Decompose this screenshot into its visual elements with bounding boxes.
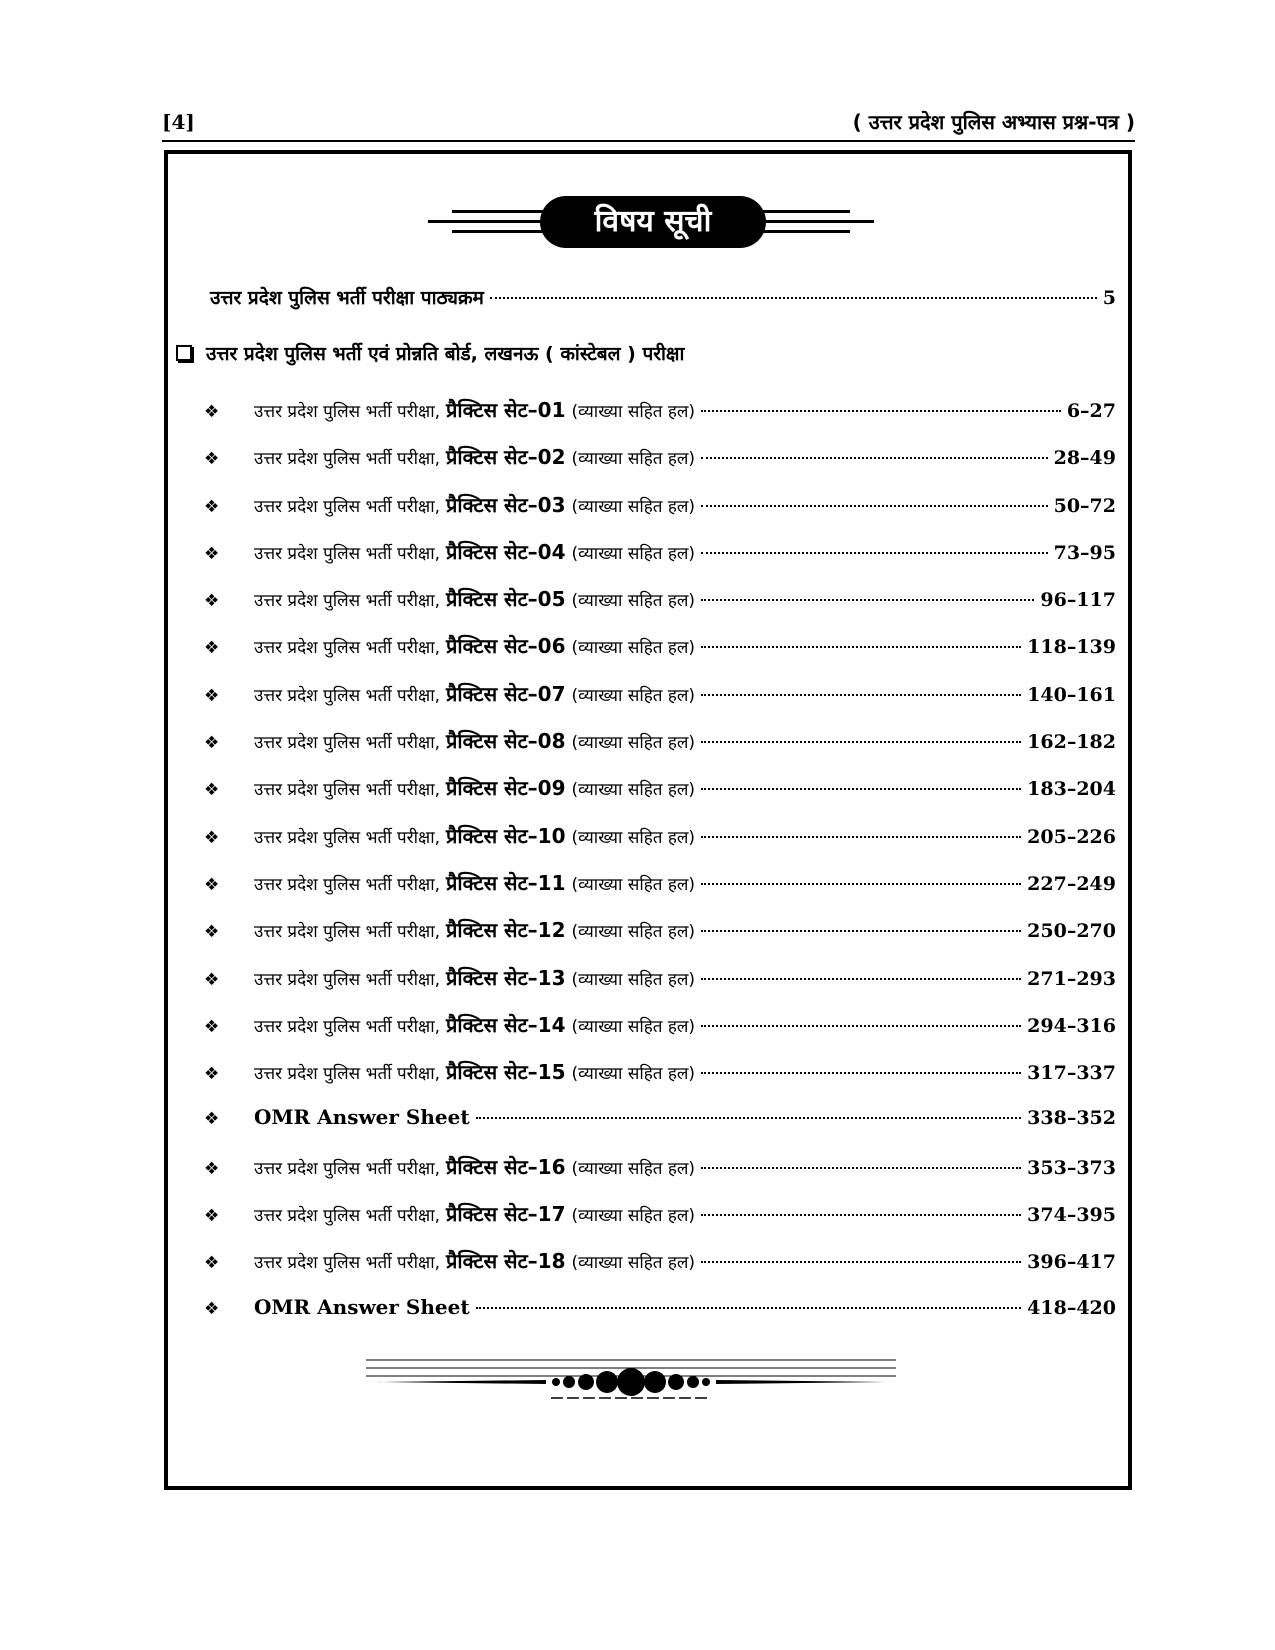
- syllabus-page: 5: [1102, 287, 1116, 309]
- entry-set-title: प्रैक्टिस सेट–06: [446, 634, 566, 659]
- entry-note: (व्याख्या सहित हल): [571, 543, 696, 564]
- entry-pages: 73–95: [1053, 541, 1116, 564]
- entry-set-title: प्रैक्टिस सेट–05: [446, 587, 566, 612]
- diamond-bullet-icon: ❖: [204, 874, 220, 895]
- toc-entry[interactable]: [204, 774, 1116, 821]
- leader-dots: [701, 457, 1048, 459]
- entry-set-title: प्रैक्टिस सेट–18: [446, 1249, 566, 1274]
- entry-note: (व्याख्या सहित हल): [571, 969, 696, 990]
- entry-set-title: प्रैक्टिस सेट–03: [446, 492, 566, 517]
- entry-note: (व्याख्या सहित हल): [571, 449, 696, 470]
- diamond-bullet-icon: ❖: [204, 827, 220, 848]
- section-label: उत्तर प्रदेश पुलिस भर्ती एवं प्रोन्नति बोर्ड, लखनऊ ( कांस्टेबल ) परीक्षा: [206, 343, 685, 365]
- entry-prefix: उत्तर प्रदेश पुलिस भर्ती परीक्षा,: [254, 780, 441, 801]
- entry-pages: 294–316: [1027, 1014, 1116, 1037]
- diamond-bullet-icon: ❖: [204, 1253, 220, 1274]
- entry-set-title: प्रैक्टिस सेट–11: [446, 870, 566, 895]
- toc-entry[interactable]: [204, 396, 1116, 443]
- entry-prefix: उत्तर प्रदेश पुलिस भर्ती परीक्षा,: [254, 827, 441, 848]
- title-lines-left: [428, 206, 548, 238]
- entry-pages: 418–420: [1027, 1296, 1116, 1319]
- entry-prefix: उत्तर प्रदेश पुलिस भर्ती परीक्षा,: [254, 685, 441, 706]
- diamond-bullet-icon: ❖: [204, 1206, 220, 1227]
- entry-set-title: प्रैक्टिस सेट–12: [446, 918, 566, 943]
- entry-note: (व्याख्या सहित हल): [571, 1253, 696, 1274]
- entry-pages: 227–249: [1027, 872, 1116, 895]
- diamond-bullet-icon: ❖: [204, 1298, 220, 1319]
- entry-note: (व्याख्या सहित हल): [571, 1064, 696, 1085]
- entry-note: (व्याख्या सहित हल): [571, 733, 696, 754]
- toc-entry[interactable]: [204, 727, 1116, 774]
- diamond-bullet-icon: ❖: [204, 1109, 220, 1130]
- entry-prefix: उत्तर प्रदेश पुलिस भर्ती परीक्षा,: [254, 1253, 441, 1274]
- entry-note: (व्याख्या सहित हल): [571, 402, 696, 422]
- leader-dots: [701, 1214, 1021, 1216]
- entry-set-title: प्रैक्टिस सेट–08: [446, 729, 566, 754]
- diamond-bullet-icon: ❖: [204, 449, 220, 470]
- leader-dots: [701, 1072, 1021, 1074]
- entry-pages: 271–293: [1027, 967, 1116, 990]
- entry-pages: 118–139: [1027, 636, 1116, 659]
- diamond-bullet-icon: ❖: [204, 733, 220, 754]
- entry-prefix: उत्तर प्रदेश पुलिस भर्ती परीक्षा,: [254, 638, 441, 659]
- entry-set-title: प्रैक्टिस सेट–16: [446, 1154, 566, 1179]
- diamond-bullet-icon: ❖: [204, 780, 220, 801]
- entry-set-title: प्रैक्टिस सेट–01: [446, 398, 566, 422]
- diamond-bullet-icon: ❖: [204, 1016, 220, 1037]
- leader-dots: [701, 978, 1021, 980]
- entry-prefix: उत्तर प्रदेश पुलिस भर्ती परीक्षा,: [254, 591, 441, 612]
- entry-note: (व्याख्या सहित हल): [571, 1206, 696, 1227]
- toc-entry[interactable]: [204, 822, 1116, 869]
- section-heading: [176, 340, 684, 366]
- entry-note: (व्याख्या सहित हल): [571, 685, 696, 706]
- entry-pages: 338–352: [1027, 1107, 1116, 1130]
- toc-entry[interactable]: [204, 585, 1116, 632]
- syllabus-label: उत्तर प्रदेश पुलिस भर्ती परीक्षा पाठ्यक्रम: [210, 287, 484, 309]
- entry-prefix: उत्तर प्रदेश पुलिस भर्ती परीक्षा,: [254, 922, 441, 943]
- toc-entry[interactable]: [204, 443, 1116, 490]
- entry-prefix: उत्तर प्रदेश पुलिस भर्ती परीक्षा,: [254, 969, 441, 990]
- diamond-bullet-icon: ❖: [204, 402, 220, 422]
- leader-dots: [701, 694, 1021, 696]
- entry-pages: 396–417: [1027, 1251, 1116, 1274]
- toc-entry[interactable]: [204, 916, 1116, 963]
- entry-pages: 205–226: [1027, 825, 1116, 848]
- entry-note: (व्याख्या सहित हल): [571, 1016, 696, 1037]
- diamond-bullet-icon: ❖: [204, 496, 220, 517]
- ornament-divider-icon: [366, 1354, 896, 1404]
- leader-dots: [701, 930, 1021, 932]
- page-title: विषय सूची: [540, 196, 766, 248]
- entry-prefix: उत्तर प्रदेश पुलिस भर्ती परीक्षा,: [254, 1158, 441, 1179]
- entry-note: (व्याख्या सहित हल): [571, 496, 696, 517]
- diamond-bullet-icon: ❖: [204, 1158, 220, 1179]
- leader-dots: [701, 410, 1061, 412]
- leader-dots: [701, 836, 1021, 838]
- title-lines-right: [754, 206, 874, 238]
- entry-pages: 162–182: [1027, 731, 1116, 754]
- entry-note: (व्याख्या सहित हल): [571, 638, 696, 659]
- leader-dots: [701, 599, 1034, 601]
- entry-pages: 317–337: [1027, 1062, 1116, 1085]
- entry-note: (व्याख्या सहित हल): [571, 1158, 696, 1179]
- entry-prefix: उत्तर प्रदेश पुलिस भर्ती परीक्षा,: [254, 449, 441, 470]
- diamond-bullet-icon: ❖: [204, 543, 220, 564]
- omr-label: OMR Answer Sheet: [254, 1105, 470, 1130]
- leader-dots: [701, 883, 1021, 885]
- leader-dots: [476, 1307, 1022, 1309]
- entry-prefix: उत्तर प्रदेश पुलिस भर्ती परीक्षा,: [254, 1064, 441, 1085]
- leader-dots: [701, 552, 1048, 554]
- entry-pages: 250–270: [1027, 920, 1116, 943]
- syllabus-entry[interactable]: [210, 284, 1116, 310]
- entry-pages: 374–395: [1027, 1204, 1116, 1227]
- entry-prefix: उत्तर प्रदेश पुलिस भर्ती परीक्षा,: [254, 733, 441, 754]
- diamond-bullet-icon: ❖: [204, 969, 220, 990]
- entry-pages: 28–49: [1053, 447, 1116, 470]
- toc-entry[interactable]: [204, 1058, 1116, 1105]
- entry-pages: 50–72: [1053, 494, 1116, 517]
- diamond-bullet-icon: ❖: [204, 638, 220, 659]
- toc-entry[interactable]: [204, 491, 1116, 538]
- entry-set-title: प्रैक्टिस सेट–09: [446, 776, 566, 801]
- contents-list: [204, 396, 1116, 1342]
- entry-prefix: उत्तर प्रदेश पुलिस भर्ती परीक्षा,: [254, 402, 441, 422]
- toc-entry[interactable]: [204, 1295, 1116, 1342]
- header-rule: [162, 140, 1135, 142]
- leader-dots: [701, 788, 1021, 790]
- entry-note: (व्याख्या सहित हल): [571, 591, 696, 612]
- entry-set-title: प्रैक्टिस सेट–02: [446, 445, 566, 470]
- diamond-bullet-icon: ❖: [204, 922, 220, 943]
- entry-set-title: प्रैक्टिस सेट–04: [446, 539, 566, 564]
- entry-pages: 96–117: [1040, 589, 1116, 612]
- toc-entry[interactable]: [204, 869, 1116, 916]
- diamond-bullet-icon: ❖: [204, 1064, 220, 1085]
- entry-pages: 353–373: [1027, 1156, 1116, 1179]
- omr-label: OMR Answer Sheet: [254, 1294, 470, 1319]
- toc-entry[interactable]: [204, 538, 1116, 585]
- leader-dots: [701, 646, 1021, 648]
- title-banner: [168, 196, 1128, 250]
- entry-note: (व्याख्या सहित हल): [571, 874, 696, 895]
- toc-entry[interactable]: [204, 1105, 1116, 1152]
- entry-prefix: उत्तर प्रदेश पुलिस भर्ती परीक्षा,: [254, 1016, 441, 1037]
- toc-entry[interactable]: [204, 1011, 1116, 1058]
- entry-prefix: उत्तर प्रदेश पुलिस भर्ती परीक्षा,: [254, 874, 441, 895]
- entry-pages: 6–27: [1066, 400, 1116, 422]
- entry-prefix: उत्तर प्रदेश पुलिस भर्ती परीक्षा,: [254, 496, 441, 517]
- toc-entry[interactable]: [204, 1247, 1116, 1294]
- diamond-bullet-icon: ❖: [204, 685, 220, 706]
- toc-entry[interactable]: [204, 1153, 1116, 1200]
- toc-entry[interactable]: [204, 964, 1116, 1011]
- toc-entry[interactable]: [204, 1200, 1116, 1247]
- page-number: [4]: [162, 110, 195, 134]
- entry-set-title: प्रैक्टिस सेट–10: [446, 823, 566, 848]
- entry-pages: 140–161: [1027, 683, 1116, 706]
- leader-dots: [701, 741, 1021, 743]
- leader-dots: [701, 1167, 1021, 1169]
- entry-note: (व्याख्या सहित हल): [571, 780, 696, 801]
- leader-dots: [490, 297, 1097, 299]
- diamond-bullet-icon: ❖: [204, 591, 220, 612]
- contents-frame: [164, 150, 1132, 1490]
- checkbox-icon: [176, 345, 192, 361]
- toc-entry[interactable]: [204, 632, 1116, 679]
- entry-set-title: प्रैक्टिस सेट–14: [446, 1012, 566, 1037]
- toc-entry[interactable]: [204, 680, 1116, 727]
- entry-set-title: प्रैक्टिस सेट–13: [446, 965, 566, 990]
- leader-dots: [701, 1025, 1021, 1027]
- entry-set-title: प्रैक्टिस सेट–17: [446, 1202, 566, 1227]
- entry-set-title: प्रैक्टिस सेट–07: [446, 681, 566, 706]
- leader-dots: [476, 1117, 1022, 1119]
- entry-note: (व्याख्या सहित हल): [571, 922, 696, 943]
- entry-set-title: प्रैक्टिस सेट–15: [446, 1060, 566, 1085]
- leader-dots: [701, 1261, 1021, 1263]
- leader-dots: [701, 505, 1048, 507]
- entry-pages: 183–204: [1027, 778, 1116, 801]
- running-header: ( उत्तर प्रदेश पुलिस अभ्यास प्रश्न-पत्र ): [852, 110, 1135, 134]
- entry-note: (व्याख्या सहित हल): [571, 827, 696, 848]
- entry-prefix: उत्तर प्रदेश पुलिस भर्ती परीक्षा,: [254, 543, 441, 564]
- entry-prefix: उत्तर प्रदेश पुलिस भर्ती परीक्षा,: [254, 1206, 441, 1227]
